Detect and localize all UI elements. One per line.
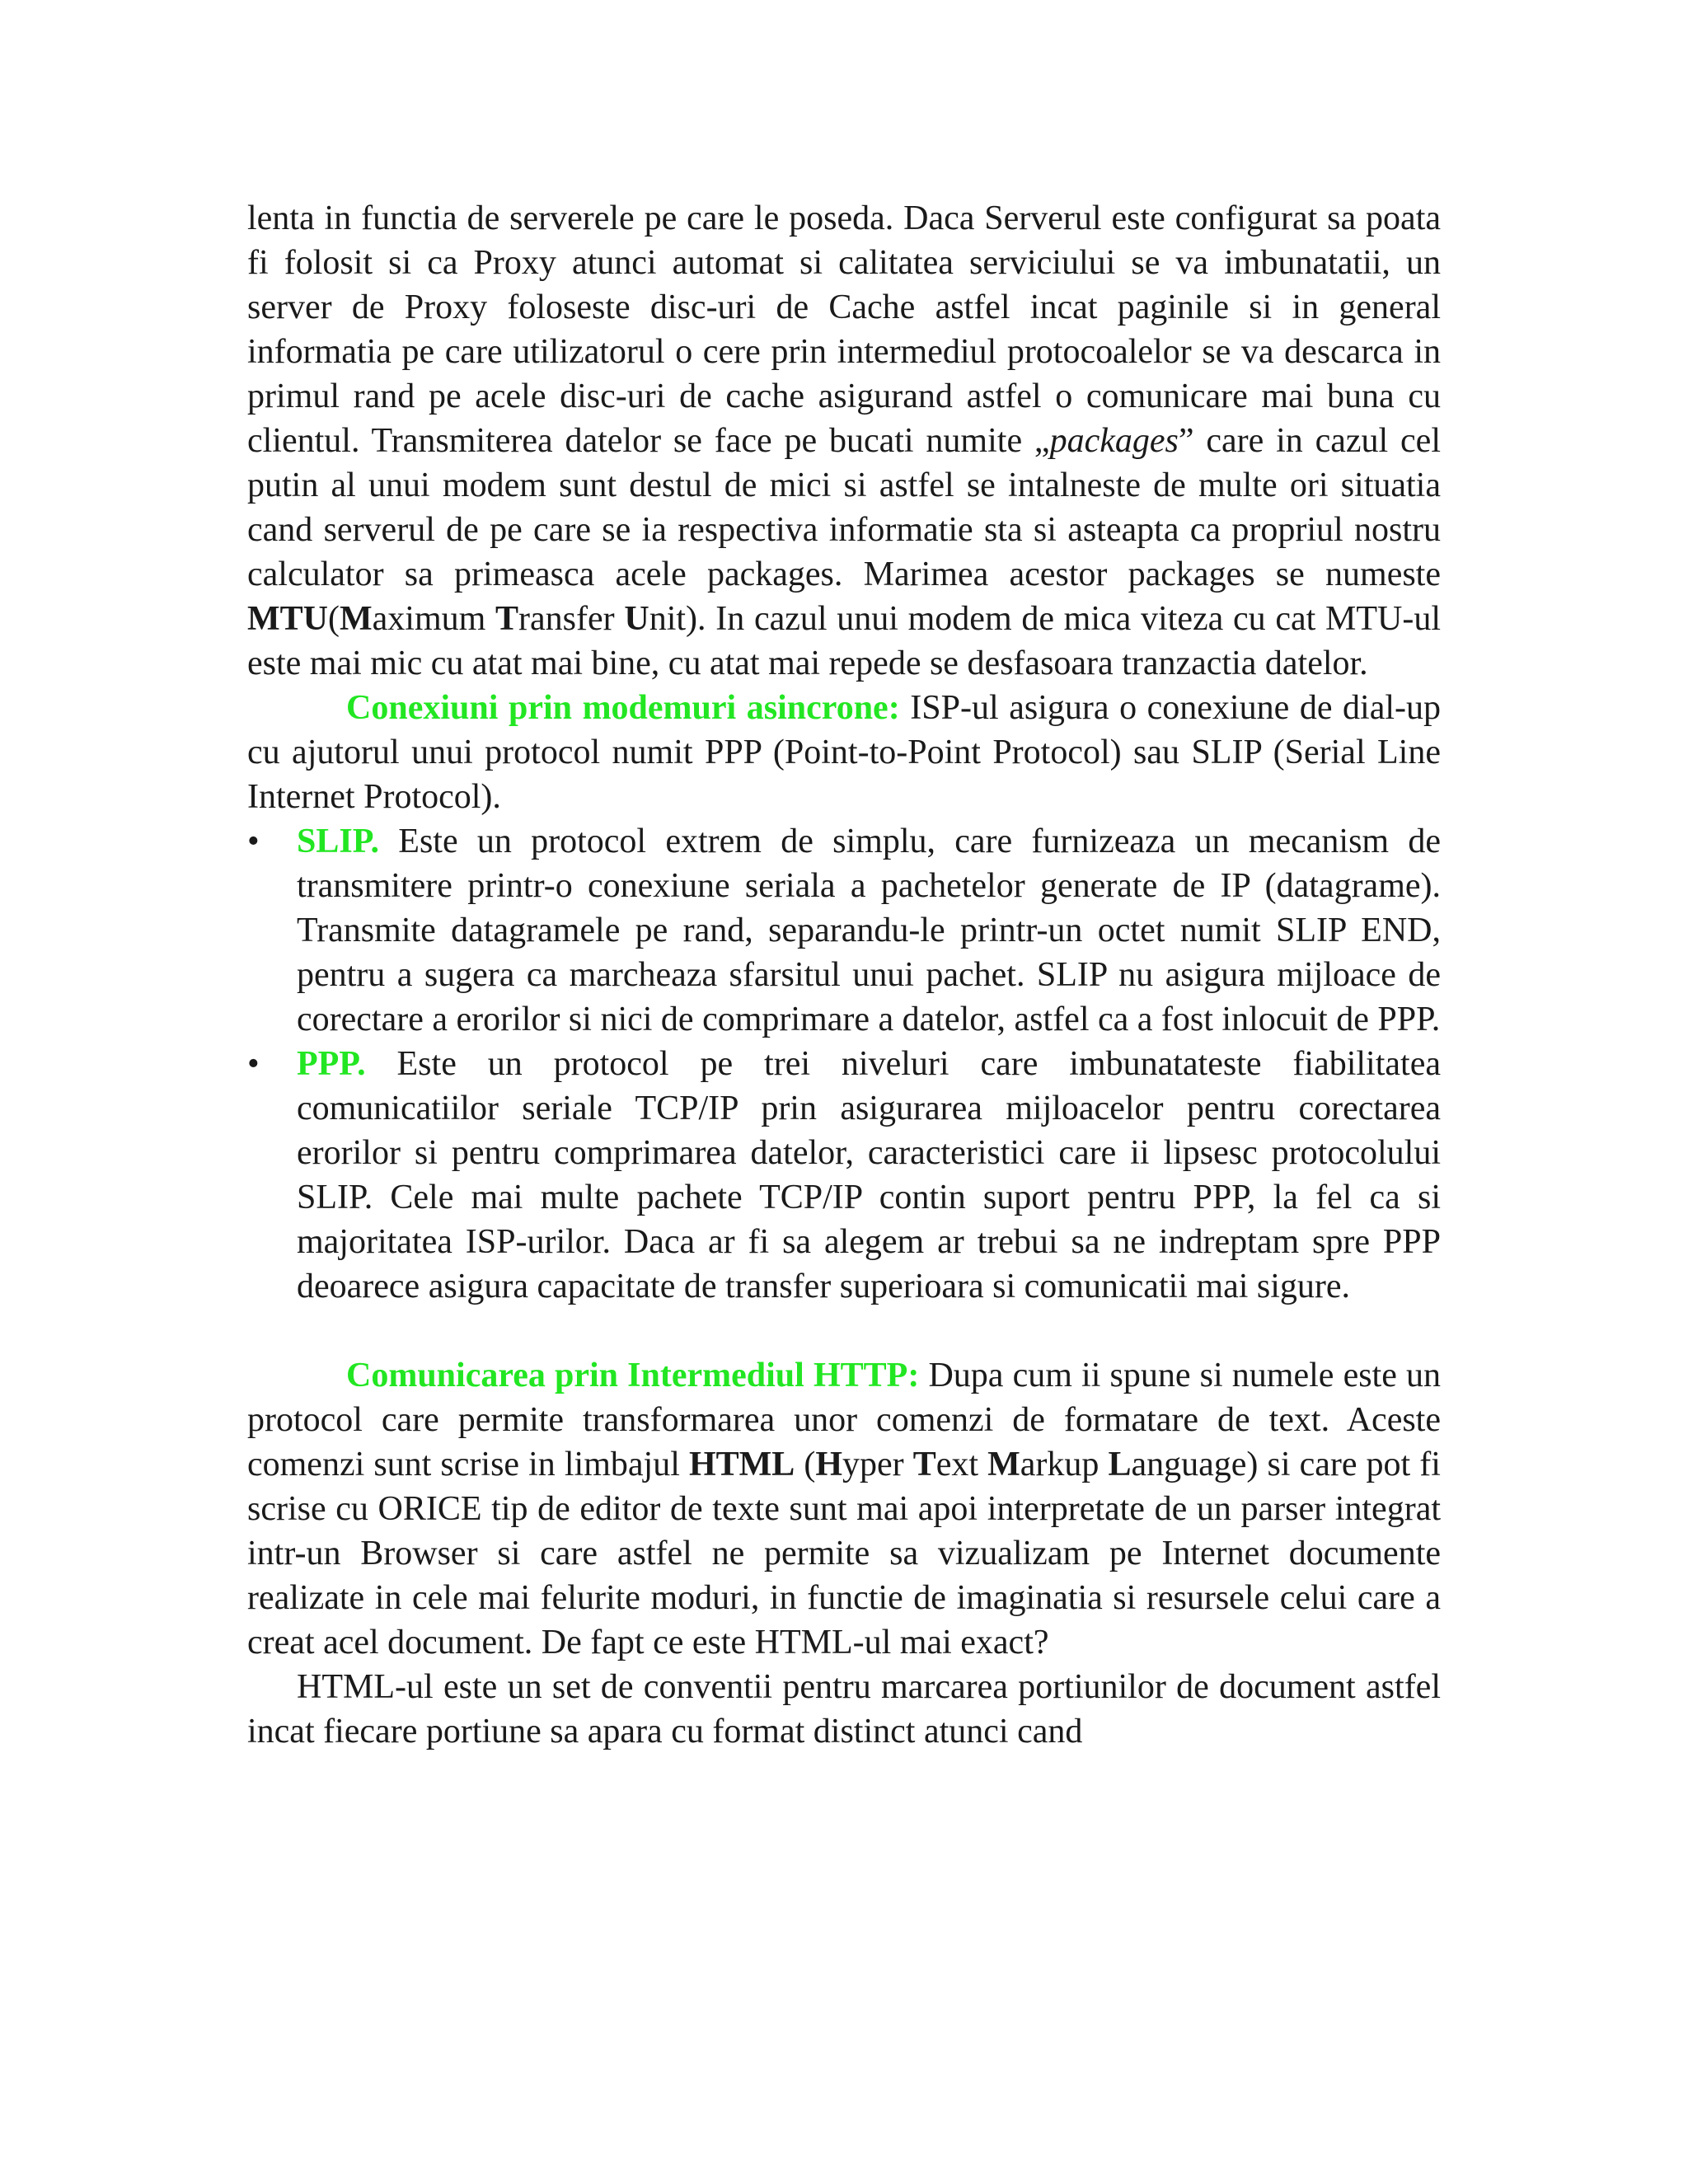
acronym-letter: T bbox=[495, 600, 519, 638]
list-item-ppp bbox=[247, 1042, 1441, 1309]
paragraph-text: nit). In cazul unui modem de mica viteza cu cat MTU-ul este mai mic cu atat mai bine, cu atat mai repede se desfasoara tranzactia datelor. bbox=[247, 600, 1441, 682]
section-heading: Conexiuni prin modemuri asincrone: bbox=[346, 689, 900, 727]
paragraph-async-modems bbox=[247, 686, 1441, 819]
protocol-list bbox=[247, 819, 1441, 1309]
paragraph-http bbox=[247, 1353, 1441, 1665]
bullet-icon: • bbox=[247, 823, 260, 860]
paragraph-text: ISP-ul asigura o conexiune de dial-up cu ajutorul unui protocol numit PPP (Point-to-Point Protocol) sau SLIP (Serial Line Internet Protocol). bbox=[247, 689, 1442, 816]
paragraph-text: Dupa cum ii spune si numele este un protocol care permite transformarea unor comenzi de formatare de text. Aceste comenzi sunt scrise in limbajul bbox=[247, 1357, 1442, 1483]
ppp-label: PPP. bbox=[297, 1045, 366, 1083]
paragraph-text: ransfer bbox=[518, 600, 625, 638]
paragraph-text: arkup bbox=[1020, 1446, 1109, 1483]
acronym-letter: M bbox=[987, 1446, 1020, 1483]
paragraph-text: ( bbox=[328, 600, 340, 638]
list-item-slip bbox=[247, 819, 1441, 1042]
acronym-letter: L bbox=[1108, 1446, 1132, 1483]
mtu-term: MTU bbox=[247, 600, 328, 638]
section-heading: Comunicarea prin Intermediul HTTP: bbox=[346, 1357, 920, 1394]
paragraph-text: anguage) si care pot fi scrise cu ORICE tip de editor de texte sunt mai apoi interpretate de un parser integrat intr-un Browser si care astfel ne permite sa vizualizam pe Internet documente realizate in cele mai felurite moduri, in functie de imaginatia si resursele celui care a creat acel document. De fapt ce este HTML-ul mai exact? bbox=[247, 1446, 1441, 1661]
list-item-text: Este un protocol pe trei niveluri care imbunatateste fiabilitatea comunicatiilor seriale TCP/IP prin asigurarea mijloacelor pentru corectarea erorilor si pentru comprimarea datelor, caracteristici care ii lipsesc protocolului SLIP. Cele mai multe pachete TCP/IP contin suport pentru PPP, la fel ca si majoritatea ISP-urilor. Daca ar fi sa alegem ar trebui sa ne indreptam spre PPP deoarece asigura capacitate de transfer superioara si comunicatii mai sigure. bbox=[297, 1045, 1441, 1305]
acronym-letter: T bbox=[912, 1446, 936, 1483]
document-page bbox=[247, 196, 1441, 1754]
paragraph-text: yper bbox=[842, 1446, 913, 1483]
paragraph-text: ext bbox=[935, 1446, 988, 1483]
paragraph-text: lenta in functia de serverele pe care le poseda. Daca Serverul este configurat sa poata fi folosit si ca Proxy atunci automat si calitatea serviciului se va imbunatatii, un server de Proxy foloseste disc-uri de Cache astfel incat paginile si in general informatia pe care utilizatorul o cere prin intermediul protocoalelor se va descarca in primul rand pe acele disc-uri de cache asigurand astfel o comunicare mai buna cu clientul. Transmiterea datelor se face pe bucati numite „ bbox=[247, 199, 1441, 460]
paragraph-text: ” care in cazul cel putin al unui modem sunt destul de mici si astfel se intalneste de multe ori situatia cand serverul de pe care se ia respectiva informatie sta si asteapta ca propriul nostru calculator sa primeasca acele packages. Marimea acestor packages se numeste bbox=[247, 422, 1441, 593]
slip-label: SLIP. bbox=[297, 823, 380, 860]
paragraph-spacer bbox=[247, 1309, 1441, 1353]
paragraph-text: ( bbox=[795, 1446, 816, 1483]
acronym-letter: U bbox=[624, 600, 649, 638]
bullet-icon: • bbox=[247, 1045, 260, 1083]
paragraph-text: HTML-ul este un set de conventii pentru marcarea portiunilor de document astfel incat fiecare portiune sa apara cu format distinct atunci cand bbox=[247, 1668, 1441, 1750]
paragraph-html-definition bbox=[247, 1665, 1441, 1754]
packages-term: packages bbox=[1049, 422, 1179, 460]
paragraph-text: aximum bbox=[372, 600, 496, 638]
paragraph-proxy-mtu bbox=[247, 196, 1441, 686]
html-term: HTML bbox=[688, 1446, 795, 1483]
acronym-letter: H bbox=[815, 1446, 843, 1483]
list-item-text: Este un protocol extrem de simplu, care furnizeaza un mecanism de transmitere printr-o conexiune seriala a pachetelor generate de IP (datagrame). Transmite datagramele pe rand, separandu-le printr-un octet numit SLIP END, pentru a sugera ca marcheaza sfarsitul unui pachet. SLIP nu asigura mijloace de corectare a erorilor si nici de comprimare a datelor, astfel ca a fost inlocuit de PPP. bbox=[297, 823, 1441, 1038]
acronym-letter: M bbox=[340, 600, 373, 638]
